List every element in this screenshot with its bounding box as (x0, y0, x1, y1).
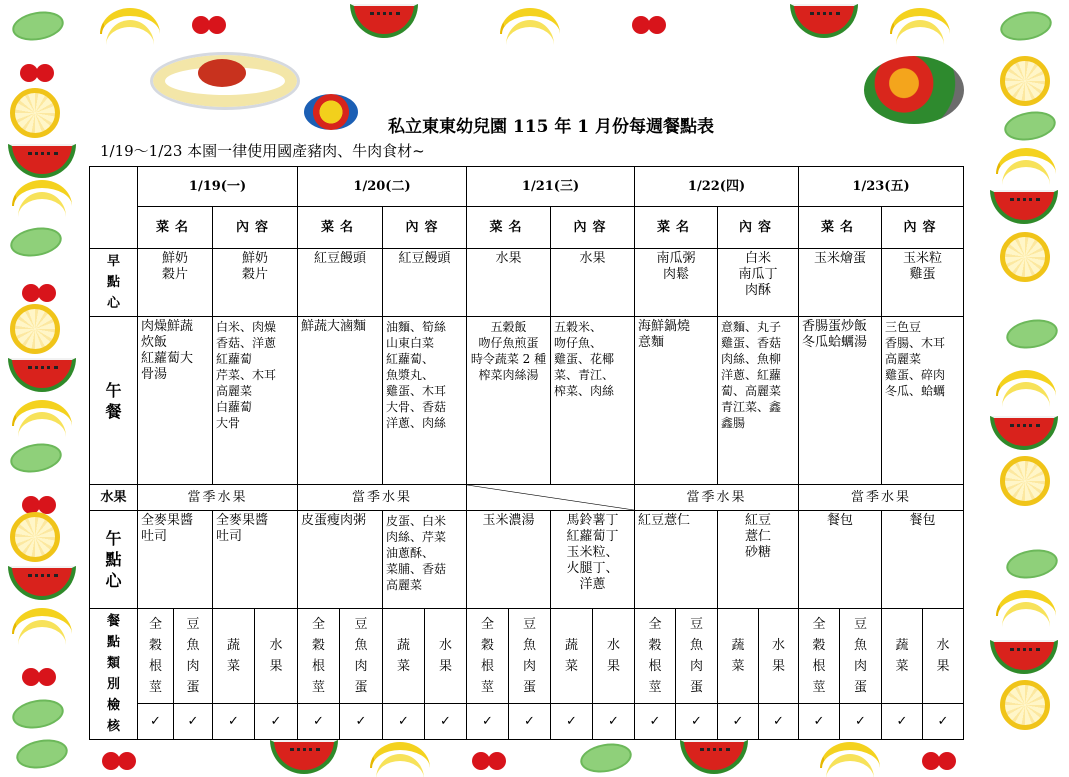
fried-rice-plate-image (150, 52, 300, 110)
category-cell: 豆魚肉蛋 (174, 609, 213, 704)
banana-icon (996, 590, 1056, 616)
check-mark: ✓ (298, 704, 340, 740)
menu-cell: 白米、肉燥 香菇、洋蔥 紅蘿蔔 芹菜、木耳 高麗菜 白蘿蔔 大骨 (213, 317, 298, 485)
check-mark: ✓ (425, 704, 467, 740)
leaf-icon (1004, 316, 1060, 353)
category-cell: 水果 (923, 609, 964, 704)
menu-cell: 餐包 (799, 511, 882, 609)
menu-cell: 南瓜粥 肉鬆 (635, 249, 718, 317)
banana-icon (890, 8, 950, 34)
leaf-icon (1004, 546, 1060, 583)
cherry-icon (920, 740, 960, 770)
check-mark: ✓ (383, 704, 425, 740)
watermelon-icon (350, 4, 418, 38)
fruit-cell: 當季水果 (138, 485, 298, 511)
watermelon-icon (680, 740, 748, 774)
category-cell: 水果 (759, 609, 799, 704)
category-cell: 豆魚肉蛋 (340, 609, 383, 704)
menu-cell: 鮮奶 穀片 (213, 249, 298, 317)
menu-cell: 玉米濃湯 (467, 511, 551, 609)
check-label: 餐點類別檢核 (90, 609, 138, 740)
cherry-icon (18, 52, 58, 82)
lemon-slice-icon (10, 304, 60, 354)
category-cell: 蔬菜 (882, 609, 923, 704)
menu-cell: 馬鈴薯丁 紅蘿蔔丁 玉米粒、 火腿丁、 洋蔥 (551, 511, 635, 609)
category-cell: 水果 (593, 609, 635, 704)
diagonal-line (467, 485, 634, 510)
banana-icon (996, 148, 1056, 174)
menu-cell: 肉燥鮮蔬 炊飯 紅蘿蔔大 骨湯 (138, 317, 213, 485)
cherry-icon (190, 4, 230, 34)
dish-header: 菜名 (467, 207, 551, 249)
lemon-slice-icon (1000, 680, 1050, 730)
content-header: 內容 (383, 207, 467, 249)
banana-icon (820, 742, 880, 768)
category-cell: 水果 (255, 609, 298, 704)
banana-icon (370, 742, 430, 768)
leaf-icon (578, 740, 634, 777)
banana-icon (12, 180, 72, 206)
menu-cell: 五穀飯 吻仔魚煎蛋 時令蔬菜 2 種 榨菜肉絲湯 (467, 317, 551, 485)
date-header: 1/19(一) (138, 167, 298, 207)
watermelon-icon (990, 640, 1058, 674)
lemon-slice-icon (10, 88, 60, 138)
corner-cell (90, 167, 138, 249)
vegetable-bowl-image (864, 56, 964, 124)
check-mark: ✓ (509, 704, 551, 740)
fruit-cell: 當季水果 (635, 485, 799, 511)
check-mark: ✓ (213, 704, 255, 740)
menu-cell: 三色豆 香腸、木耳 高麗菜 雞蛋、碎肉 冬瓜、蛤蠣 (882, 317, 964, 485)
lemon-slice-icon (1000, 456, 1050, 506)
menu-cell: 全麥果醬 吐司 (213, 511, 298, 609)
watermelon-icon (990, 416, 1058, 450)
check-mark: ✓ (759, 704, 799, 740)
check-mark: ✓ (635, 704, 676, 740)
menu-cell: 五穀米、 吻仔魚、 雞蛋、花椰 菜、青江、 榨菜、肉絲 (551, 317, 635, 485)
banana-icon (500, 8, 560, 34)
lemon-slice-icon (1000, 56, 1050, 106)
fruit-row (90, 485, 964, 511)
cherry-icon (20, 272, 60, 302)
banana-icon (996, 370, 1056, 396)
leaf-icon (10, 696, 66, 733)
check-mark: ✓ (799, 704, 840, 740)
fruit-cell: 當季水果 (298, 485, 467, 511)
menu-cell: 海鮮鍋燒 意麵 (635, 317, 718, 485)
date-row (90, 167, 964, 207)
menu-cell: 白米 南瓜丁 肉酥 (718, 249, 799, 317)
check-mark: ✓ (467, 704, 509, 740)
menu-cell: 全麥果醬 吐司 (138, 511, 213, 609)
menu-cell: 玉米燴蛋 (799, 249, 882, 317)
menu-cell: 鮮蔬大滷麵 (298, 317, 383, 485)
menu-cell: 意麵、丸子 雞蛋、香菇 肉絲、魚柳 洋蔥、紅蘿 蔔、高麗菜 青江菜、鑫 鑫腸 (718, 317, 799, 485)
breakfast-row (90, 249, 964, 317)
snack-row (90, 511, 964, 609)
watermelon-icon (8, 566, 76, 600)
leaf-icon (998, 8, 1054, 45)
cherry-icon (630, 4, 670, 34)
category-cell: 蔬菜 (718, 609, 759, 704)
check-mark: ✓ (840, 704, 882, 740)
menu-cell: 皮蛋、白米 肉絲、芹菜 油蔥酥、 菜脯、香菇 高麗菜 (383, 511, 467, 609)
fruit-cell: 當季水果 (799, 485, 964, 511)
leaf-icon (14, 736, 70, 773)
check-mark: ✓ (138, 704, 174, 740)
subheader-row (90, 207, 964, 249)
category-cell: 豆魚肉蛋 (676, 609, 718, 704)
check-row (90, 704, 964, 740)
date-header: 1/23(五) (799, 167, 964, 207)
check-mark: ✓ (255, 704, 298, 740)
check-mark: ✓ (593, 704, 635, 740)
leaf-icon (10, 8, 66, 45)
watermelon-icon (790, 4, 858, 38)
date-header: 1/22(四) (635, 167, 799, 207)
snack-label: 午點心 (90, 511, 138, 609)
menu-cell: 餐包 (882, 511, 964, 609)
date-header: 1/21(三) (467, 167, 635, 207)
check-mark: ✓ (718, 704, 759, 740)
lunch-row (90, 317, 964, 485)
cherry-icon (20, 484, 60, 514)
check-mark: ✓ (882, 704, 923, 740)
weekly-menu-table (89, 166, 964, 740)
leaf-icon (8, 440, 64, 477)
category-cell: 豆魚肉蛋 (840, 609, 882, 704)
category-cell: 豆魚肉蛋 (509, 609, 551, 704)
menu-cell: 紅豆饅頭 (383, 249, 467, 317)
category-cell: 水果 (425, 609, 467, 704)
breakfast-label: 早點心 (90, 249, 138, 317)
category-cell: 蔬菜 (551, 609, 593, 704)
cherry-icon (100, 740, 140, 770)
category-cell: 蔬菜 (213, 609, 255, 704)
dish-header: 菜名 (635, 207, 718, 249)
content-header: 內容 (551, 207, 635, 249)
category-cell: 全穀根莖 (298, 609, 340, 704)
meat-origin-notice: 1/19～1/23 本園一律使用國產豬肉、牛肉食材~ (100, 142, 425, 160)
category-cell: 全穀根莖 (138, 609, 174, 704)
dish-header: 菜名 (799, 207, 882, 249)
check-mark: ✓ (551, 704, 593, 740)
dish-header: 菜名 (298, 207, 383, 249)
watermelon-icon (8, 358, 76, 392)
lemon-slice-icon (10, 512, 60, 562)
menu-cell: 紅豆饅頭 (298, 249, 383, 317)
content-header: 內容 (718, 207, 799, 249)
menu-cell: 水果 (551, 249, 635, 317)
menu-cell: 油麵、筍絲 山東白菜 紅蘿蔔、 魚漿丸、 雞蛋、木耳 大骨、香菇 洋蔥、肉絲 (383, 317, 467, 485)
lunch-label: 午餐 (90, 317, 138, 485)
leaf-icon (8, 224, 64, 261)
watermelon-icon (990, 190, 1058, 224)
cherry-icon (20, 656, 60, 686)
category-cell: 全穀根莖 (635, 609, 676, 704)
menu-cell: 皮蛋瘦肉粥 (298, 511, 383, 609)
banana-icon (12, 400, 72, 426)
menu-cell: 紅豆薏仁 (635, 511, 718, 609)
menu-cell: 鮮奶 穀片 (138, 249, 213, 317)
watermelon-icon (270, 740, 338, 774)
lemon-slice-icon (1000, 232, 1050, 282)
category-cell: 全穀根莖 (799, 609, 840, 704)
check-mark: ✓ (923, 704, 964, 740)
check-mark: ✓ (676, 704, 718, 740)
fruit-label: 水果 (90, 485, 138, 511)
cherry-icon (470, 740, 510, 770)
check-mark: ✓ (174, 704, 213, 740)
menu-cell: 紅豆 薏仁 砂糖 (718, 511, 799, 609)
page-title: 私立東東幼兒園 115 年 1 月份每週餐點表 (388, 117, 714, 137)
leaf-icon (1002, 108, 1058, 145)
check-mark: ✓ (340, 704, 383, 740)
content-header: 內容 (882, 207, 964, 249)
no-fruit-cell (467, 485, 635, 511)
date-header: 1/20(二) (298, 167, 467, 207)
dish-header: 菜名 (138, 207, 213, 249)
banana-icon (12, 608, 72, 634)
content-header: 內容 (213, 207, 298, 249)
watermelon-icon (8, 144, 76, 178)
category-cell: 全穀根莖 (467, 609, 509, 704)
category-row (90, 609, 964, 704)
menu-cell: 香腸蛋炒飯 冬瓜蛤蠣湯 (799, 317, 882, 485)
banana-icon (100, 8, 160, 34)
school-logo (304, 94, 358, 130)
category-cell: 蔬菜 (383, 609, 425, 704)
menu-cell: 水果 (467, 249, 551, 317)
menu-cell: 玉米粒 雞蛋 (882, 249, 964, 317)
